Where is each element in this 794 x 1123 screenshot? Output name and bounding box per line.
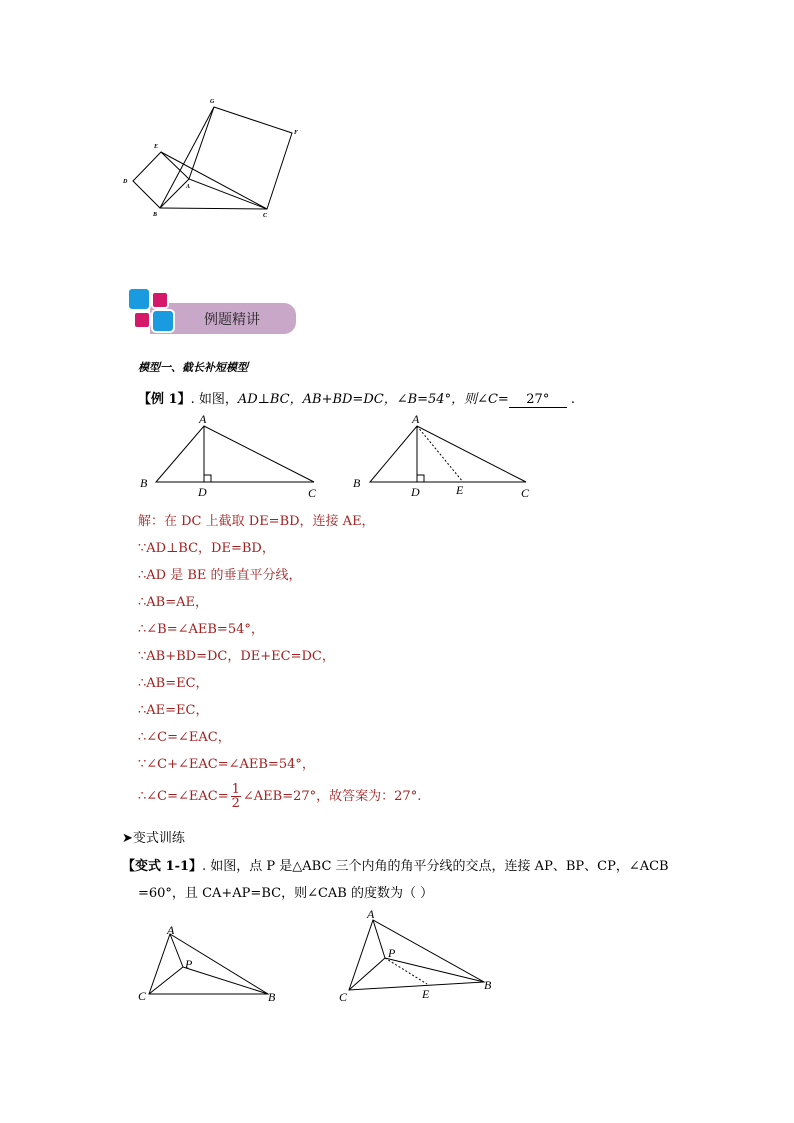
fig2-label-e: E bbox=[456, 483, 464, 497]
fraction-denominator: 2 bbox=[231, 796, 240, 811]
fig1-label-a: A bbox=[199, 412, 207, 426]
fig4-label-c: C bbox=[339, 990, 348, 1004]
variant1-line1 bbox=[122, 855, 669, 874]
fig2-label-b: B bbox=[353, 476, 361, 490]
fig2-label-c: C bbox=[521, 486, 530, 500]
fig3-label-b: B bbox=[268, 990, 276, 1004]
variant1-text-1: . 如图，点 P 是△ABC 三个内角的角平分线的交点，连接 AP、BP、CP，∠ACB bbox=[202, 859, 669, 874]
fig1-label-c: C bbox=[308, 486, 317, 500]
example1-text-b: AD⊥BC，AB+BD=DC，∠B=54°，则∠C= bbox=[237, 392, 509, 407]
solution-line-11 bbox=[138, 783, 421, 810]
top-label-f: F bbox=[294, 130, 299, 136]
fig3-segment-bp bbox=[183, 967, 268, 994]
variant1-figure-1 bbox=[136, 922, 286, 1008]
top-label-a: A bbox=[186, 184, 191, 190]
fig2-triangle bbox=[370, 426, 526, 482]
example1-answer: 27° bbox=[509, 392, 567, 408]
fig2-dashed-ae bbox=[417, 426, 463, 482]
top-square-abde bbox=[133, 152, 189, 208]
fraction-numerator: 1 bbox=[231, 782, 240, 797]
solution-line-1: 解：在 DC 上截取 DE=BD，连接 AE， bbox=[138, 514, 375, 529]
example1-figure-1 bbox=[136, 410, 326, 502]
fig4-label-e: E bbox=[422, 987, 430, 1001]
top-label-e: E bbox=[154, 144, 159, 150]
model-heading: 模型一、截长补短模型 bbox=[138, 361, 248, 374]
fig3-label-p: P bbox=[185, 957, 193, 971]
practice-heading: ➤变式训练 bbox=[122, 831, 185, 846]
top-figure bbox=[110, 90, 310, 225]
solution-line-5: ∴∠B=∠AEB=54°， bbox=[138, 622, 264, 637]
fig4-label-a: A bbox=[367, 907, 375, 921]
solution-line-2: ∵AD⊥BC，DE=BD， bbox=[138, 541, 275, 556]
top-square-acfg bbox=[189, 107, 292, 209]
variant1-line2: =60°，且 CA+AP=BC，则∠CAB 的度数为（ ） bbox=[138, 886, 434, 901]
top-segment-ec bbox=[161, 152, 267, 209]
top-label-b: B bbox=[153, 212, 158, 218]
fig4-segment-bp bbox=[385, 958, 484, 982]
solution-line-8: ∴AE=EC， bbox=[138, 703, 209, 718]
solution-fraction bbox=[231, 783, 241, 810]
top-label-d: D bbox=[123, 179, 128, 185]
variant1-tag: 【变式 1-1】 bbox=[122, 859, 203, 874]
solution-line-3: ∴AD 是 BE 的垂直平分线， bbox=[138, 568, 302, 583]
example1-tag: 【例 1】 bbox=[138, 392, 191, 407]
fig1-triangle bbox=[156, 426, 314, 482]
fig1-right-angle bbox=[204, 475, 211, 482]
solution-line-9: ∴∠C=∠EAC， bbox=[138, 730, 231, 745]
example1-end: . bbox=[570, 392, 575, 407]
fig4-triangle bbox=[349, 920, 484, 990]
top-segment-bc bbox=[160, 208, 267, 209]
fig2-label-d: D bbox=[411, 485, 420, 499]
top-segment-bg bbox=[160, 107, 214, 208]
example1-question bbox=[138, 388, 575, 408]
fig1-label-d: D bbox=[198, 485, 207, 499]
fig4-dashed-pe bbox=[385, 958, 427, 984]
solution-line-10: ∵∠C+∠EAC=∠AEB=54°， bbox=[138, 757, 315, 772]
fig2-right-angle bbox=[417, 475, 424, 482]
fig4-label-b: B bbox=[484, 978, 492, 992]
solution-line-7: ∴AB=EC， bbox=[138, 676, 209, 691]
solution-last-suffix: ∠AEB=27°，故答案为：27°. bbox=[242, 789, 422, 804]
top-label-g: G bbox=[210, 99, 215, 105]
solution-line-6: ∵AB+BD=DC，DE+EC=DC， bbox=[138, 649, 335, 664]
fig3-label-a: A bbox=[167, 923, 175, 937]
variant1-figure-2 bbox=[336, 906, 502, 1008]
fig3-segment-ap bbox=[170, 934, 183, 967]
example1-figure-2 bbox=[350, 410, 540, 502]
solution-last-prefix: ∴∠C=∠EAC= bbox=[138, 789, 229, 804]
fig1-label-b: B bbox=[140, 476, 148, 490]
solution-line-4: ∴AB=AE， bbox=[138, 595, 208, 610]
fig3-label-c: C bbox=[138, 989, 147, 1003]
fig2-label-a: A bbox=[412, 412, 420, 426]
top-label-c: C bbox=[263, 213, 268, 219]
banner-title: 例题精讲 bbox=[204, 312, 260, 328]
example1-text-a: . 如图， bbox=[190, 392, 238, 407]
fig4-label-p: P bbox=[388, 946, 396, 960]
fig3-triangle bbox=[149, 934, 268, 994]
